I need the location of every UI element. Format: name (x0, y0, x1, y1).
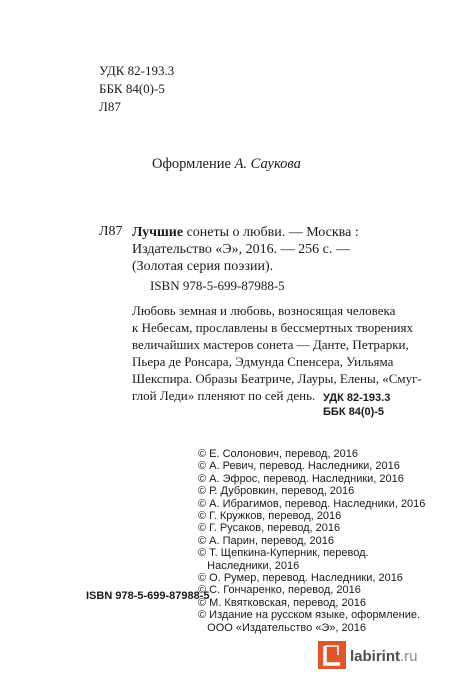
annotation-line: величайших мастеров сонета — Данте, Петрарки, (132, 337, 409, 352)
watermark-brand: labirint (350, 648, 401, 665)
bibliographic-record (132, 224, 387, 275)
watermark-text (350, 648, 418, 665)
top-classification-codes (99, 62, 174, 116)
copyright-line: ООО «Издательство «Э», 2016 (198, 621, 366, 634)
copyright-line: Наследники, 2016 (198, 559, 300, 572)
isbn-record: ISBN 978-5-699-87988-5 (150, 278, 285, 293)
annotation-line: Любовь земная и любовь, возносящая человека (132, 303, 396, 318)
bibliographic-details: сонеты о любви. — Москва : Издательство «Э», 2016. — 256 с. — (Золотая серия поэзии). (132, 225, 359, 274)
annotation (132, 302, 422, 404)
watermark-domain: .ru (400, 648, 418, 665)
designer-name: А. Саукова (234, 156, 301, 172)
annotation-line: глой Леди» пленяют по сей день. (132, 388, 316, 403)
bbk-code-bottom: ББК 84(0)-5 (323, 406, 385, 418)
udk-code: УДК 82-193.3 (99, 63, 175, 78)
copyright-line: © А. Парин, перевод, 2016 (198, 534, 334, 547)
labirint-logo-icon (318, 641, 346, 669)
annotation-line: Пьера де Ронсара, Эдмунда Спенсера, Уильяма (132, 354, 394, 369)
book-title: Лучшие (132, 225, 184, 240)
copyright-line: © Г. Кружков, перевод, 2016 (198, 510, 342, 523)
annotation-line: Шекспира. Образы Беатриче, Лауры, Елены, «Смуг- (132, 371, 422, 386)
copyright-line: © О. Румер, перевод. Наследники, 2016 (198, 572, 403, 585)
bottom-classification-codes (323, 391, 390, 419)
copyright-line: © А. Эфрос, перевод. Наследники, 2016 (198, 472, 404, 485)
copyright-line: © Т. Щепкина-Куперник, перевод. (198, 547, 369, 560)
copyright-line: © Е. Солонович, перевод, 2016 (198, 448, 359, 460)
copyright-line: © М. Квятковская, перевод, 2016 (198, 596, 366, 609)
copyright-list (198, 448, 425, 634)
designer-prefix: Оформление (152, 156, 231, 172)
bbk-code: ББК 84(0)-5 (99, 81, 165, 96)
annotation-line: к Небесам, прославлены в бессмертных творениях (132, 320, 413, 335)
copyright-line: © Р. Дубровкин, перевод, 2016 (198, 485, 355, 498)
udk-code-bottom: УДК 82-193.3 (323, 392, 391, 404)
biblio-author-sign: Л87 (99, 224, 123, 239)
copyright-line: © А. Ревич, перевод. Наследники, 2016 (198, 460, 400, 473)
isbn-footer: ISBN 978-5-699-87988-5 (86, 590, 210, 602)
copyright-line: © С. Гончаренко, перевод, 2016 (198, 584, 361, 597)
copyright-line: © А. Ибрагимов, перевод. Наследники, 2016 (198, 497, 426, 510)
copyright-line: © Г. Русаков, перевод, 2016 (198, 522, 341, 535)
copyright-line: © Издание на русском языке, оформление. (198, 609, 421, 622)
author-sign: Л87 (99, 99, 121, 114)
designer-credit (152, 156, 301, 173)
